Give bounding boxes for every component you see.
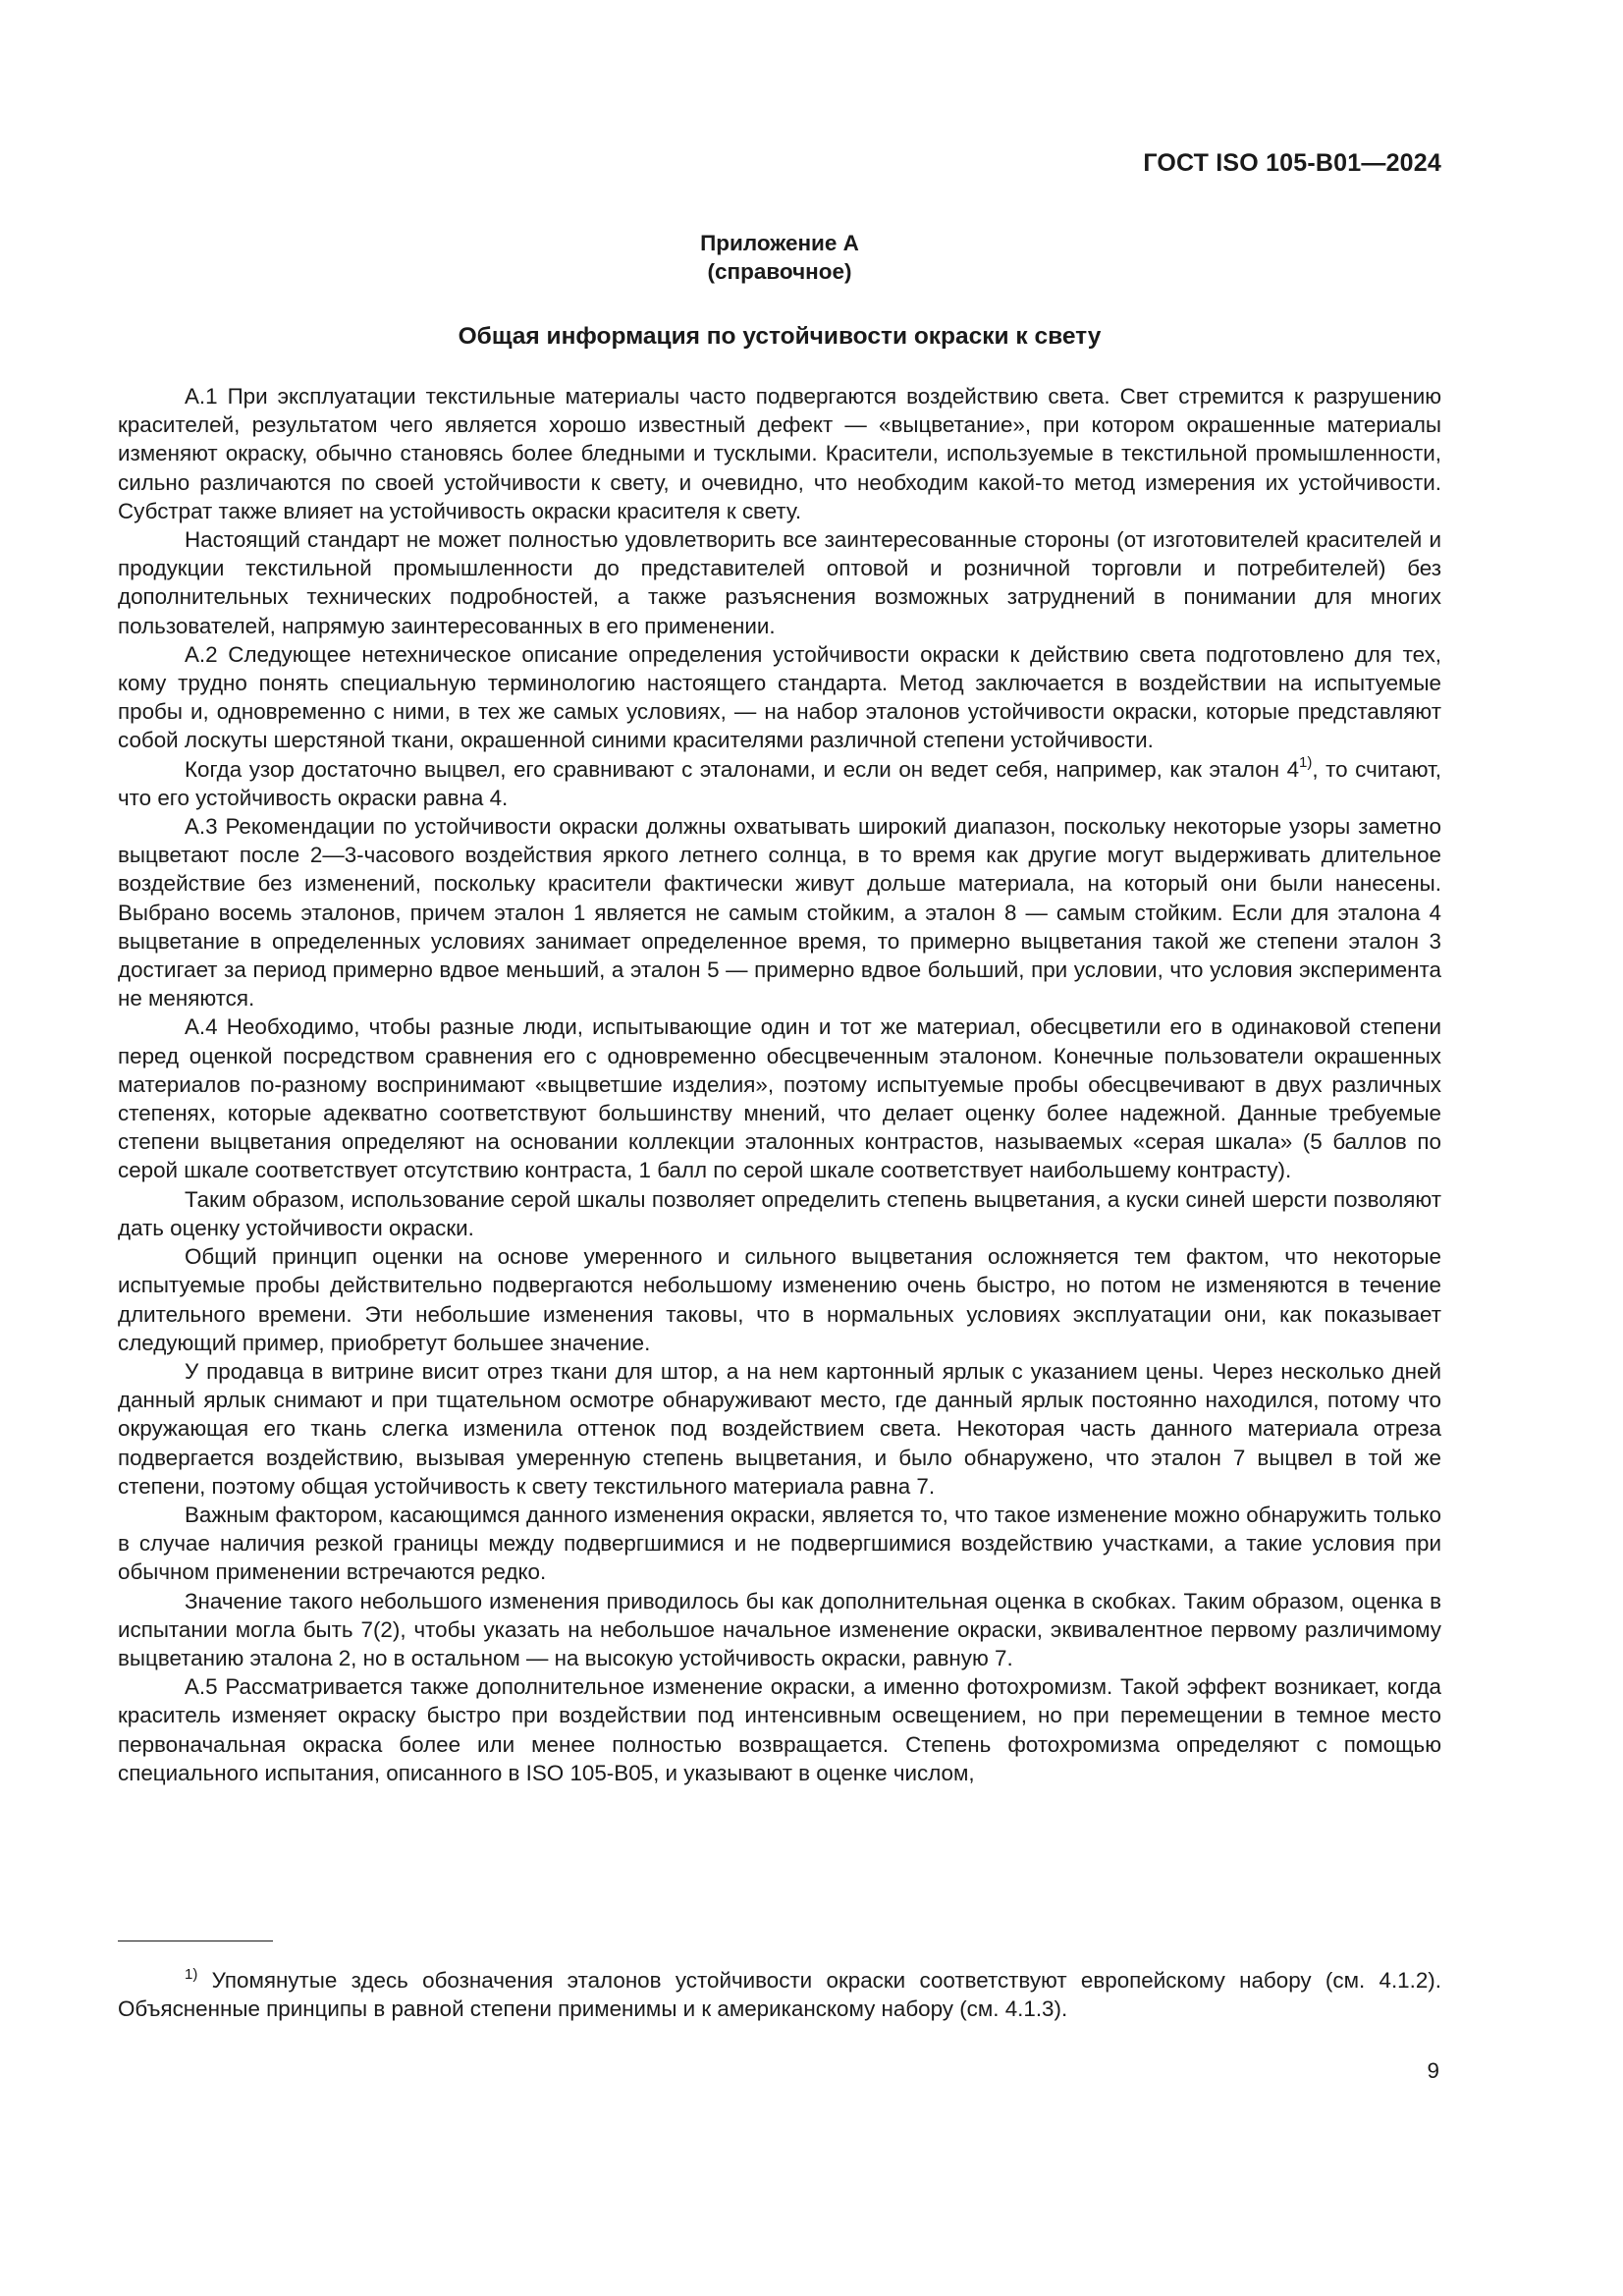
paragraph: А.2 Следующее нетехническое описание определения устойчивости окраски к действию света подготовлено для тех, кому трудно понять специальную терминологию настоящего стандарта. Метод заключается в воздействии на испытуемые пробы и, одновременно с ними, в тех же самых условиях, — на набор эталонов устойчивости окраски, которые представляют собой лоскуты шерстяной ткани, окрашенной синими красителями различной степени устойчивости. [118, 641, 1441, 753]
paragraph: Значение такого небольшого изменения приводилось бы как дополнительная оценка в скобках. Таким образом, оценка в испытании могла быть 7(2), чтобы указать на небольшое начальное изменение окраски, эквивалентное первому различимому выцветанию эталона 2, но в остальном — на высокую устойчивость окраски, равную 7. [118, 1588, 1441, 1670]
paragraph: Важным фактором, касающимся данного изменения окраски, является то, что такое изменение можно обнаружить только в случае наличия резкой границы между подвергшимися и не подвергшимися воздействию участками, а такие условия при обычном применении встречаются редко. [118, 1502, 1441, 1585]
paragraph: Настоящий стандарт не может полностью удовлетворить все заинтересованные стороны (от изготовителей красителей и продукции текстильной промышленности до представителей оптовой и розничной торговли и потребителей) без дополнительных технических подробностей, а также разъяснения возможных затруднений в понимании для многих пользователей, напрямую заинтересованных в его применении. [118, 527, 1441, 638]
footnote-text: Упомянутые здесь обозначения эталонов устойчивости окраски соответствуют европейскому набору (см. 4.1.2). Объясненные принципы в равной степени применимы и к американскому набору (см. 4.1.3). [118, 1968, 1441, 2022]
document-code: ГОСТ ISO 105-B01—2024 [1143, 149, 1441, 177]
annex-heading [118, 229, 1441, 286]
paragraph: У продавца в витрине висит отрез ткани для штор, а на нем картонный ярлык с указанием цены. Через несколько дней данный ярлык снимают и при тщательном осмотре обнаруживают место, где данный ярлык постоянно находился, потому что окружающая его ткань слегка изменила оттенок под воздействием света. Некоторая часть данного материала отреза подвергается воздействию, вызывая умеренную степень выцветания, и было обнаружено, что эталон 7 выцвел в той же степени, поэтому общая устойчивость к свету текстильного материала равна 7. [118, 1358, 1441, 1499]
paragraph: Таким образом, использование серой шкалы позволяет определить степень выцветания, а куски синей шерсти позволяют дать оценку устойчивости окраски. [118, 1186, 1441, 1240]
body-text [118, 382, 1441, 1787]
annex-subtitle: (справочное) [707, 259, 852, 284]
paragraph: Общий принцип оценки на основе умеренного и сильного выцветания осложняется тем фактом, что некоторые испытуемые пробы действительно подвергаются небольшому изменению очень быстро, но потом не изменяются в течение длительного времени. Эти небольшие изменения таковы, что в нормальных условиях эксплуатации они, как показывает следующий пример, приобретут большее значение. [118, 1244, 1441, 1355]
document-page [118, 0, 1441, 2296]
footnote-reference: 1) [1299, 754, 1313, 772]
annex-title: Приложение А [700, 231, 859, 255]
paragraph: Когда узор достаточно выцвел, его сравнивают с эталонами, и если он ведет себя, например, как эталон 4$^{1)}$, то считают, что его устойчивость окраски равна 4. [118, 754, 1441, 810]
page-number: 9 [1427, 2058, 1439, 2083]
footnote-mark: 1) [185, 1965, 198, 1983]
paragraph: А.3 Рекомендации по устойчивости окраски должны охватывать широкий диапазон, поскольку некоторые узоры заметно выцветают после 2—3-часового воздействия яркого летнего солнца, в то время как другие могут выдерживать длительное воздействие без изменений, поскольку красители фактически живут дольше материала, на который они были нанесены. Выбрано восемь эталонов, причем эталон 1 является не самым стойким, а эталон 8 — самым стойким. Если для эталона 4 выцветание в определенных условиях занимает определенное время, то примерно выцветания такой же степени эталон 3 достигает за период примерно вдвое меньший, а эталон 5 — примерно вдвое больший, при условии, что условия эксперимента не меняются. [118, 814, 1441, 1011]
paragraph: А.4 Необходимо, чтобы разные люди, испытывающие один и тот же материал, обесцветили его в одинаковой степени перед оценкой посредством сравнения его с одновременно обесцвеченным эталоном. Конечные пользователи окрашенных материалов по-разному воспринимают «выцветшие изделия», поэтому испытуемые пробы обесцвечивают в двух различных степенях, которые адекватно соответствуют большинству мнений, что делает оценку более надежной. Данные требуемые степени выцветания определяют на основании коллекции эталонных контрастов, называемых «серая шкала» (5 баллов по серой шкале соответствует отсутствию контраста, 1 балл по серой шкале соответствует наибольшему контрасту). [118, 1014, 1441, 1183]
footnote [118, 1966, 1441, 2023]
paragraph: А.1 При эксплуатации текстильные материалы часто подвергаются воздействию света. Свет стремится к разрушению красителей, результатом чего является хорошо известный дефект — «выцветание», при котором окрашенные материалы изменяют окраску, обычно становясь более бледными и тусклыми. Красители, используемые в текстильной промышленности, сильно различаются по своей устойчивости к свету, и очевидно, что необходим какой-то метод измерения их устойчивости. Субстрат также влияет на устойчивость окраски красителя к свету. [118, 384, 1441, 523]
section-title: Общая информация по устойчивости окраски к свету [458, 323, 1102, 350]
paragraph: А.5 Рассматривается также дополнительное изменение окраски, а именно фотохромизм. Такой эффект возникает, когда краситель изменяет окраску быстро при воздействии под интенсивным освещением, но при перемещении в темное место первоначальная окраска более или менее полностью возвращается. Степень фотохромизма определяют с помощью специального испытания, описанного в ISO 105-B05, и указывают в оценке числом, [118, 1674, 1441, 1785]
